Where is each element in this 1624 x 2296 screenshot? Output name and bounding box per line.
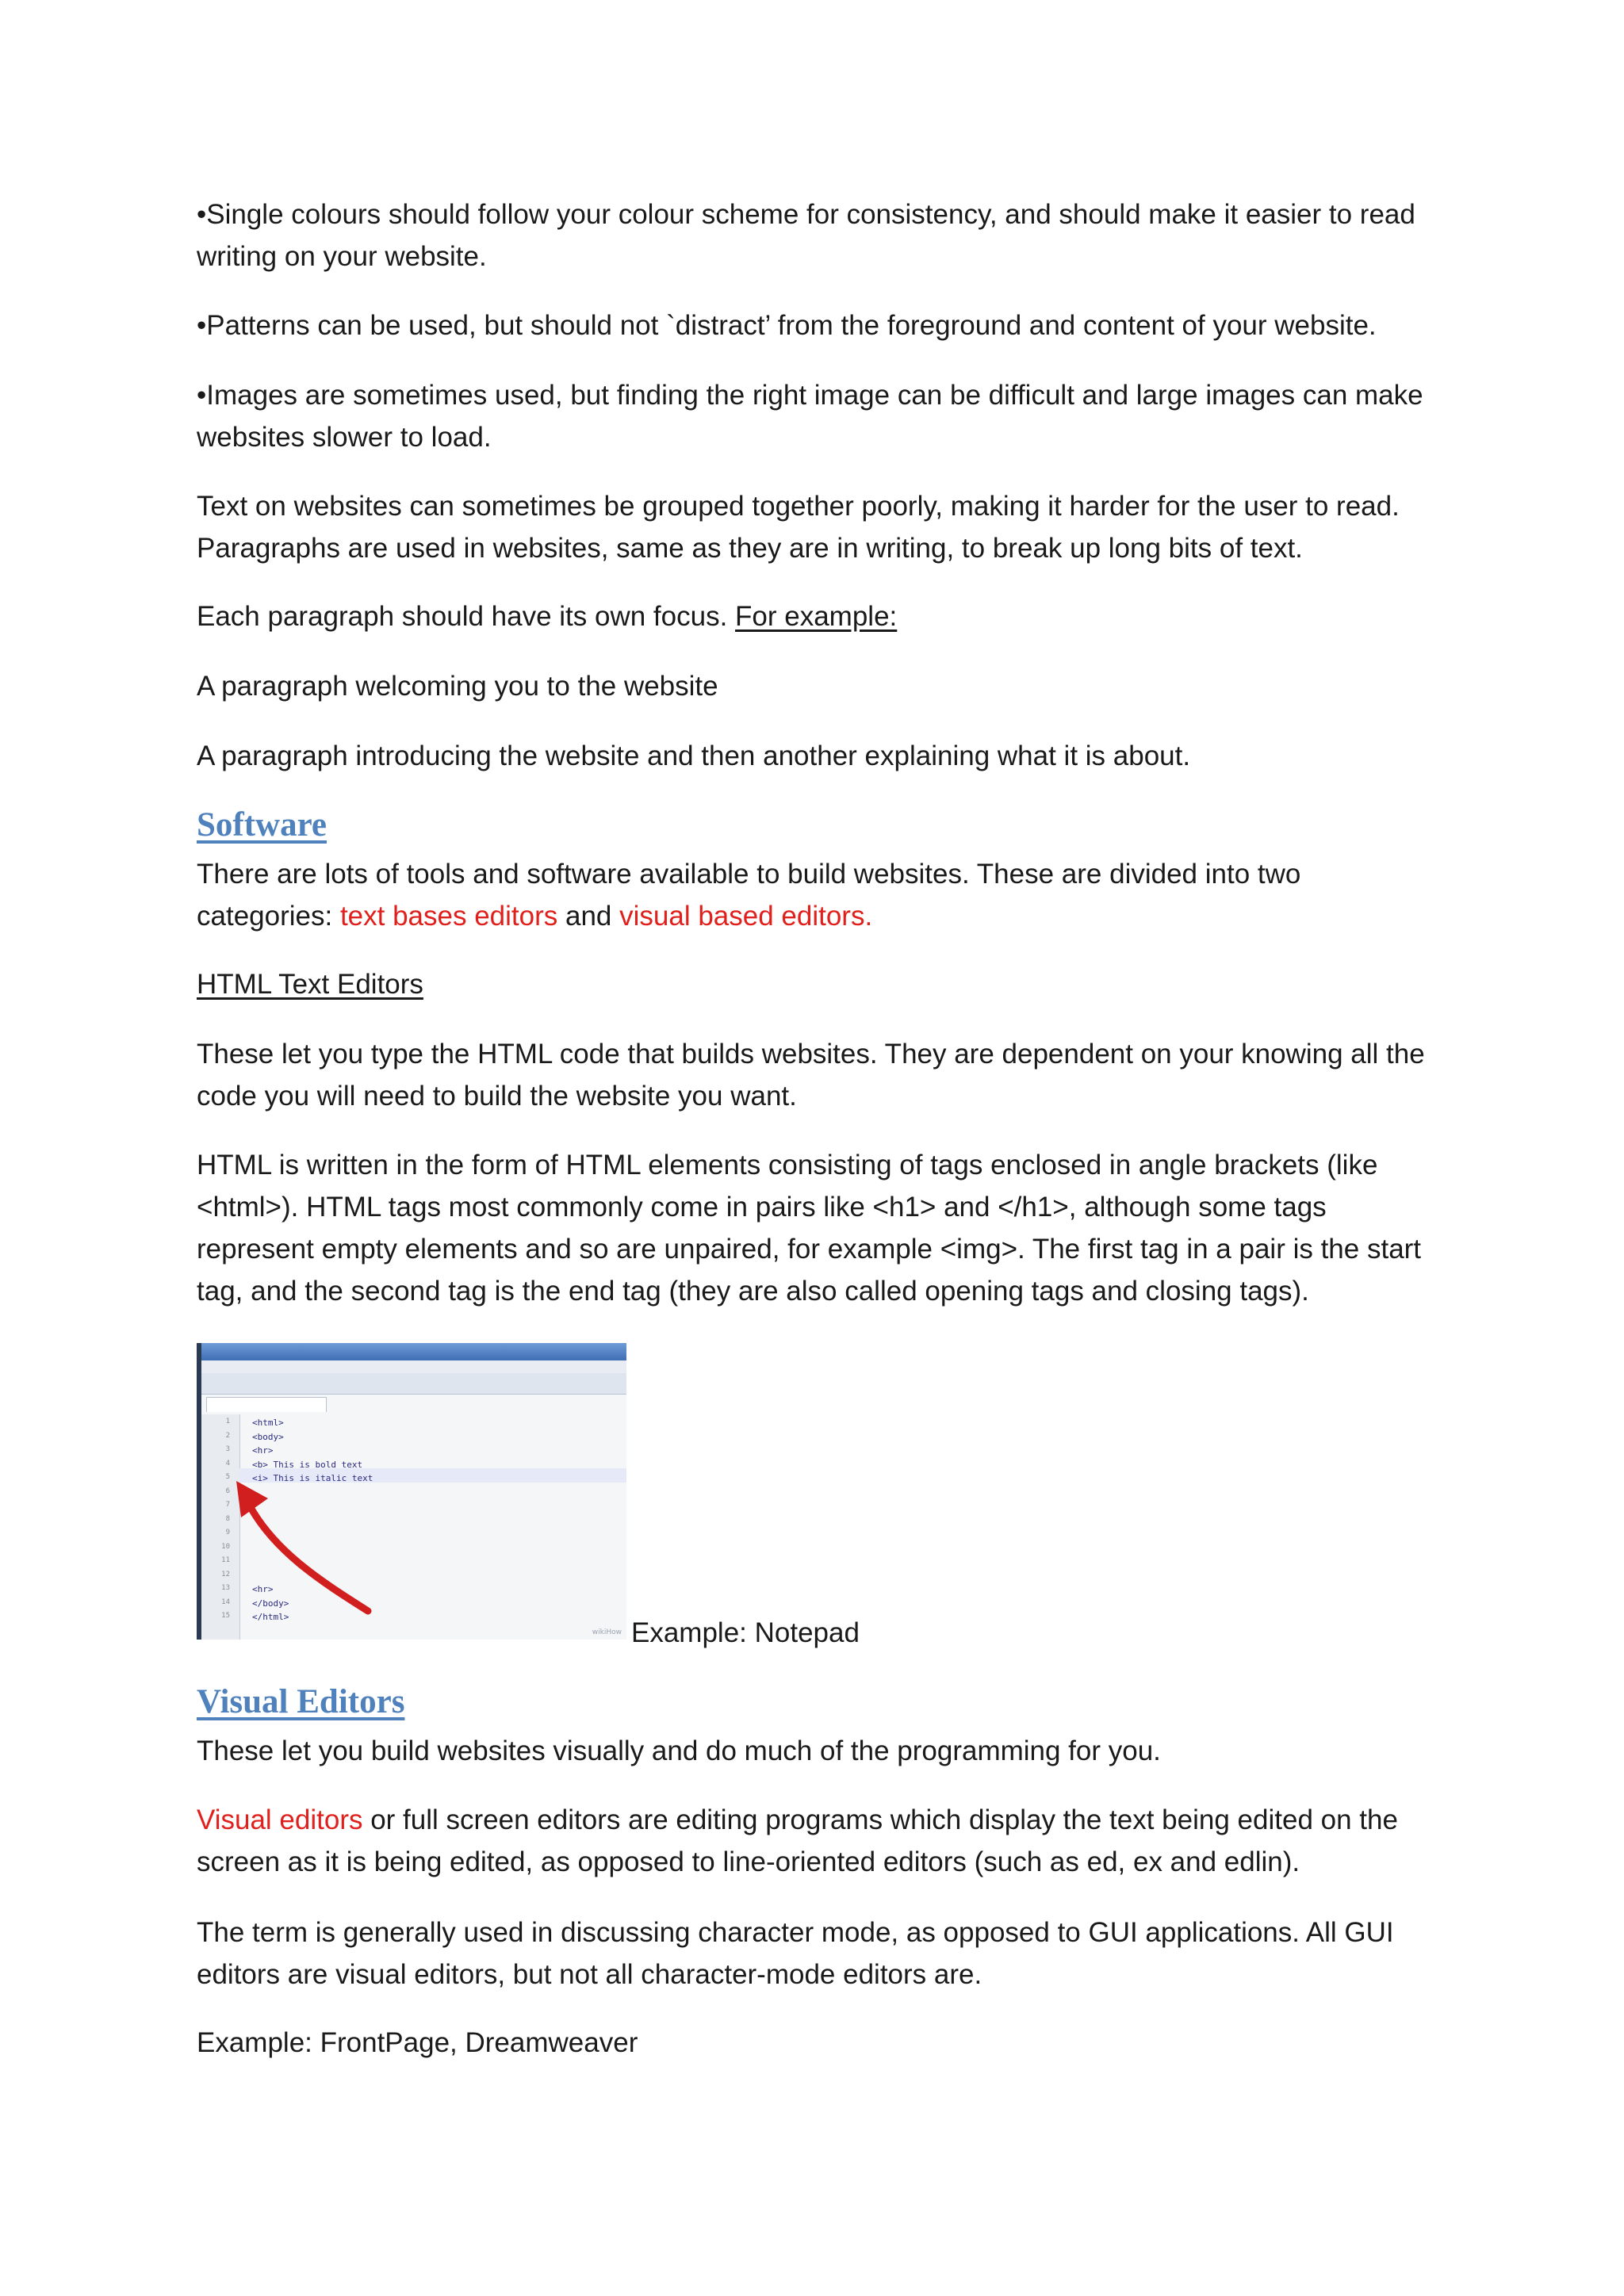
heading-visual-editors: Visual Editors (197, 1683, 405, 1720)
for-example-label: For example: (735, 601, 898, 632)
text-editors-highlight: text bases editors (339, 901, 558, 932)
text-span: Each paragraph should have its own focus. (197, 601, 736, 632)
text-span: or full screen editors are editing programs which display the text being edited on the (362, 1804, 1398, 1835)
screenshot-code-line: <body> (252, 1431, 284, 1442)
example-intro: A paragraph introducing the website and then another explaining what it is about. (197, 740, 1191, 771)
screenshot-line-number: 6 (225, 1487, 230, 1495)
screenshot-line-number: 9 (225, 1529, 230, 1536)
screenshot-line-number: 1 (225, 1418, 230, 1425)
screenshot-code-line: <html> (252, 1418, 284, 1428)
bullet-images (197, 374, 1434, 458)
screenshot-line-number: 7 (225, 1501, 230, 1509)
paragraph-html-tags (197, 1144, 1434, 1312)
screenshot-line-number: 2 (225, 1431, 230, 1440)
text-line: There are lots of tools and software available to build websites. These are divided into two (197, 859, 1301, 890)
text-line: screen as it is being edited, as opposed to line-oriented editors (such as ed, ex and edlin). (197, 1846, 1300, 1877)
text-line: writing on your website. (197, 241, 487, 272)
paragraph-visual-definition (197, 1799, 1434, 1883)
paragraph-software (197, 853, 1434, 937)
text-line: Text on websites can sometimes be grouped together poorly, making it harder for the user to read. (197, 491, 1400, 522)
text-line: code you will need to build the website you want. (197, 1081, 797, 1112)
screenshot-code-line: <i> This is italic text (252, 1473, 373, 1483)
paragraph-focus (197, 595, 1434, 637)
screenshot-line-number: 10 (221, 1542, 230, 1551)
heading-software: Software (197, 806, 327, 844)
screenshot-code-line: <hr> (252, 1584, 274, 1594)
screenshot-line-number: 13 (221, 1584, 230, 1592)
text-line: HTML is written in the form of HTML elements consisting of tags enclosed in angle brackets (like (197, 1150, 1378, 1181)
screenshot-line-number: 11 (221, 1556, 230, 1564)
example-welcome: A paragraph welcoming you to the website (197, 671, 718, 702)
text-line: •Single colours should follow your colour scheme for consistency, and should make it easier to read (197, 199, 1415, 230)
subheading-html-text-editors: HTML Text Editors (197, 969, 423, 1000)
text-line: Paragraphs are used in websites, same as they are in writing, to break up long bits of text. (197, 533, 1303, 564)
screenshot-line-number: 4 (225, 1459, 230, 1468)
screenshot-caption: Example: Notepad (631, 1617, 860, 1648)
text-line: editors are visual editors, but not all character-mode editors are. (197, 1959, 982, 1990)
paragraph-visual-intro: These let you build websites visually and do much of the programming for you. (197, 1735, 1161, 1766)
bullet-single-colours (197, 193, 1434, 277)
screenshot-line-number: 5 (225, 1473, 230, 1481)
screenshot-line-number: 8 (225, 1514, 230, 1523)
text-line: <html>). HTML tags most commonly come in pairs like <h1> and </h1>, although some tags (197, 1192, 1327, 1223)
text-span: categories: (197, 901, 340, 932)
screenshot-line-number: 14 (221, 1598, 230, 1606)
notepad-screenshot (197, 1343, 626, 1640)
screenshot-code-line: <hr> (252, 1445, 274, 1456)
screenshot-watermark: wikiHow (592, 1628, 622, 1636)
visual-editors-highlight: visual based editors. (619, 901, 873, 932)
screenshot-code-line: <b> This is bold text (252, 1459, 363, 1470)
text-line: websites slower to load. (197, 422, 492, 453)
text-line: represent empty elements and so are unpaired, for example <img>. The first tag in a pair is the start (197, 1234, 1422, 1265)
visual-editors-term: Visual editors (197, 1804, 363, 1835)
text-line: These let you type the HTML code that builds websites. They are dependent on your knowing all the (197, 1039, 1425, 1070)
text-line: •Images are sometimes used, but finding the right image can be difficult and large images can make (197, 380, 1423, 411)
screenshot-code-line: </html> (252, 1612, 289, 1622)
paragraph-character-mode (197, 1911, 1434, 1996)
text-span: and (557, 901, 620, 932)
screenshot-line-number: 3 (225, 1445, 230, 1453)
paragraph-visual-example: Example: FrontPage, Dreamweaver (197, 2027, 638, 2058)
screenshot-code-line: </body> (252, 1598, 289, 1609)
text-line: tag, and the second tag is the end tag (they are also called opening tags and closing tags). (197, 1276, 1309, 1307)
screenshot-line-number: 12 (221, 1570, 230, 1578)
screenshot-line-number: 15 (221, 1612, 230, 1620)
red-arrow-icon (201, 1343, 626, 1640)
paragraph-text-grouping (197, 485, 1434, 569)
bullet-patterns: •Patterns can be used, but should not `distract’ from the foreground and content of your website. (197, 310, 1377, 341)
text-line: The term is generally used in discussing character mode, as opposed to GUI applications. All GUI (197, 1917, 1394, 1948)
paragraph-html-editors (197, 1033, 1434, 1117)
